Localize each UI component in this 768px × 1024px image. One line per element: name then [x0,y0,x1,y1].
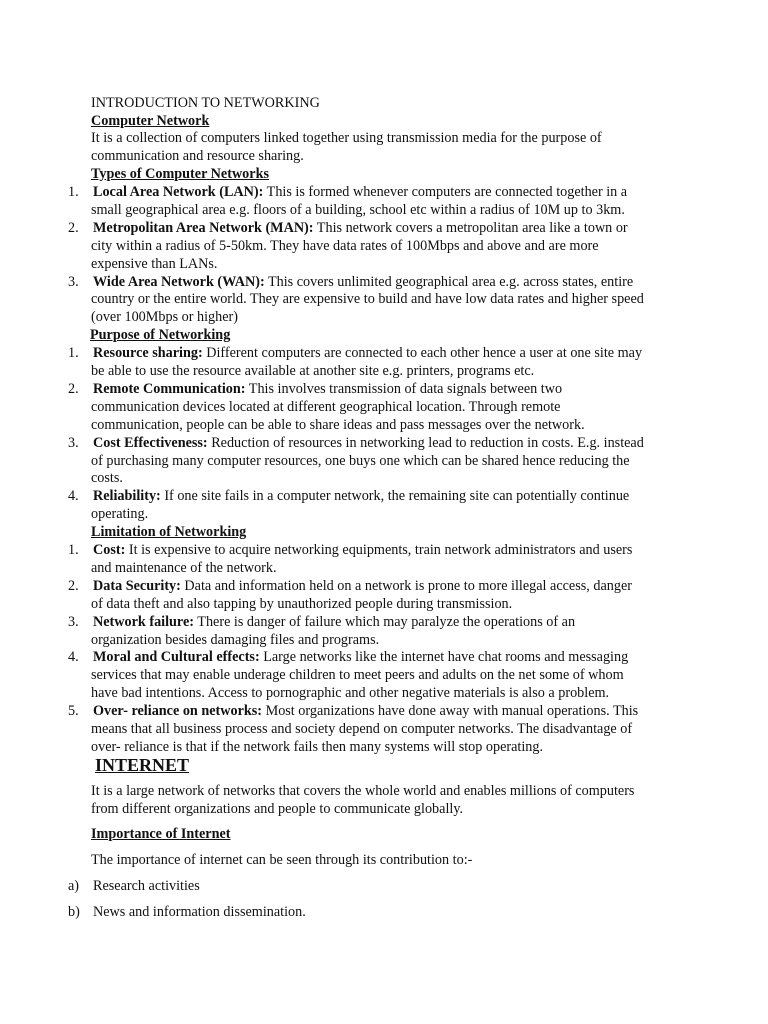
list-number: 2. [68,577,79,594]
paragraph-line: It is a large network of networks that covers the whole world and enables millions of computers [91,783,635,799]
list-item-label: Resource sharing: [93,345,203,362]
list-item-text: organization besides damaging files and programs. [91,631,380,648]
list-item-text: services that may enable underage children to meet peers and adults on the net some of whom [91,667,624,684]
list-item-label: Moral and Cultural effects: [93,649,260,666]
list-item [93,613,575,631]
list-number: 2. [68,380,79,397]
list-item-text: country or the entire world. They are expensive to build and have low data rates and higher speed [91,291,644,308]
list-item [93,487,629,505]
list-item-text: have bad intentions. Access to pornographic and other negative materials is also a problem. [91,685,610,702]
list-item-text: operating. [91,506,149,523]
list-number: 3. [68,613,79,630]
list-item-label: Wide Area Network (WAN): [93,273,265,290]
list-item-label: Over- reliance on networks: [93,703,263,720]
list-item-text: city within a radius of 5-50km. They have data rates of 100Mbps and above and are more [91,237,599,254]
list-item-label: Cost: [93,542,126,558]
list-item-label: Data Security: [93,577,181,594]
list-item-text: Large networks like the internet have chat rooms and messaging [259,649,629,666]
list-item-text: small geographical area e.g. floors of a building, school etc within a radius of 10M up to 3km. [91,201,625,218]
list-item-label: Network failure: [93,613,194,630]
list-number: 3. [68,434,79,451]
section-title-internet: INTERNET [95,755,190,775]
list-item [93,577,632,595]
list-item [93,344,642,362]
list-item-text: This covers unlimited geographical area e.g. across states, entire [264,273,634,290]
list-item-text: communication devices located at different geographical location. Through remote [91,398,561,415]
section-title-limitations: Limitation of Networking [91,524,247,541]
list-item [93,541,632,559]
list-item-text: It is expensive to acquire networking equipments, train network administrators and users [125,542,633,558]
list-item [93,702,638,720]
list-letter: b) [68,904,80,920]
list-number: 4. [68,488,79,505]
paragraph-line: The importance of internet can be seen through its contribution to:- [91,852,473,868]
list-item [93,648,628,666]
list-number: 4. [68,649,79,666]
list-number: 3. [68,273,79,290]
list-item-text: (over 100Mbps or higher) [91,309,238,326]
section-title-computer-network: Computer Network [91,113,210,129]
list-item-text: News and information dissemination. [93,904,306,920]
list-item-text: expensive than LANs. [91,255,218,272]
list-item-text: This is formed whenever computers are connected together in a [263,184,628,200]
section-title-importance: Importance of Internet [91,826,231,842]
list-item-label: Remote Communication: [93,380,246,397]
list-item-text: and maintenance of the network. [91,559,277,576]
list-letter: a) [68,878,80,894]
list-item-text: means that all business process and society depend on computer networks. The disadvantage of [91,721,633,737]
list-item [93,380,562,398]
list-item-text: communication, people can be able to share ideas and pass messages over the network. [91,416,585,433]
section-title-types: Types of Computer Networks [91,166,269,182]
paragraph-line: It is a collection of computers linked together using transmission media for the purpose of [91,130,602,146]
list-item-text: of purchasing many computer resources, one buys one which can be shared hence reducing the [91,452,630,469]
list-number: 1. [68,542,79,558]
list-item-text: Data and information held on a network is prone to more illegal access, danger [180,577,632,594]
list-item-text: Different computers are connected to each other hence a user at one site may [202,345,643,362]
list-item-text: Reduction of resources in networking lead to reduction in costs. E.g. instead [207,434,644,451]
list-item-text: If one site fails in a computer network, the remaining site can potentially continue [160,488,630,505]
list-number: 2. [68,219,79,236]
list-number: 1. [68,184,79,200]
document-heading: INTRODUCTION TO NETWORKING [91,95,320,111]
list-item-text: be able to use the resource available at another site e.g. printers, programs etc. [91,363,535,379]
section-title-purpose: Purpose of Networking [90,327,231,344]
list-item-text: Most organizations have done away with manual operations. This [262,703,639,720]
list-item-text: There is danger of failure which may paralyze the operations of an [194,613,576,630]
list-item-text: This involves transmission of data signals between two [245,380,563,397]
list-item-label: Local Area Network (LAN): [93,184,264,200]
paragraph-line: communication and resource sharing. [91,148,304,164]
list-item-text: of data theft and also tapping by unauthorized people during transmission. [91,595,513,612]
paragraph-line: from different organizations and people to communicate globally. [91,801,464,817]
list-number: 5. [68,703,79,720]
list-item-text: This network covers a metropolitan area like a town or [313,219,628,236]
list-item [93,183,627,201]
list-item [93,273,633,291]
list-item-text: costs. [91,470,123,487]
list-item-label: Metropolitan Area Network (MAN): [93,219,314,236]
list-item-text: Research activities [93,878,200,894]
list-item [93,434,644,452]
list-item-label: Reliability: [93,488,161,505]
list-item-text: over- reliance is that if the network fails then many systems will stop operating. [91,738,544,755]
list-number: 1. [68,345,79,362]
list-item [93,219,628,237]
list-item-label: Cost Effectiveness: [93,434,208,451]
